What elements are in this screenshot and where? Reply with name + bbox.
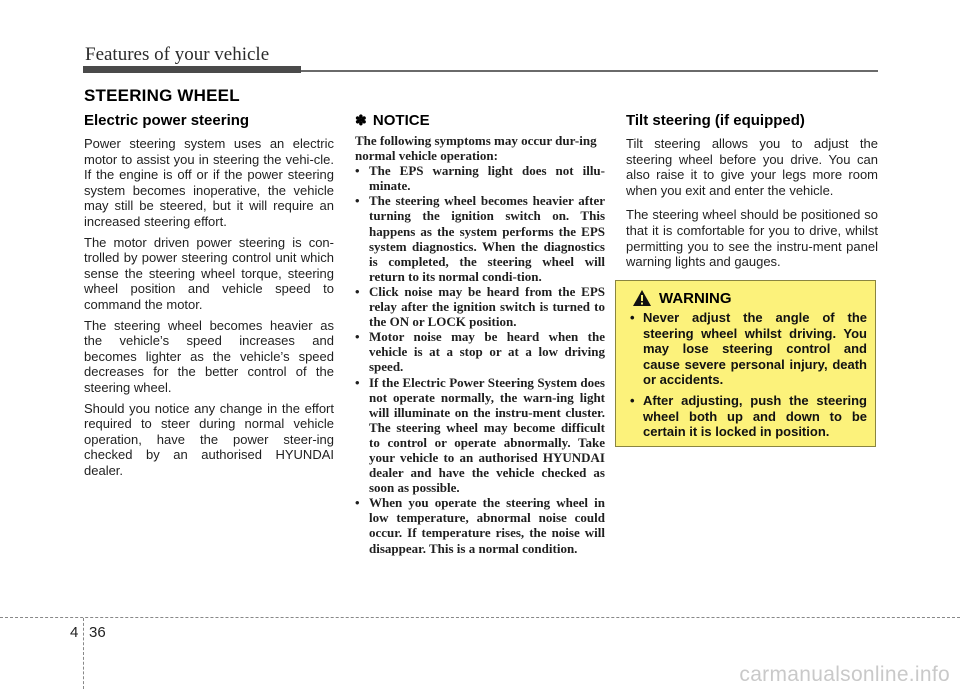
notice-list-item [355, 375, 605, 496]
notice-list-item [355, 193, 605, 284]
notice-star-icon: ✽ [355, 112, 367, 128]
eps-paragraph: The steering wheel becomes heavier as the vehicle’s speed increases and becomes lighter as the vehicle’s speed decreases for the better control of the steering wheel. [84, 317, 334, 395]
warning-box [615, 280, 876, 447]
tilt-paragraph: Tilt steering allows you to adjust the steering wheel before you drive. You can also raise it to give your legs more room when you exit and enter the vehicle. [626, 136, 878, 198]
bullet-icon: • [355, 283, 360, 299]
watermark: carmanualsonline.info [739, 663, 950, 686]
electric-power-steering-heading: Electric power steering [84, 112, 250, 129]
page-number: 36 [89, 624, 106, 641]
warning-list-item [626, 393, 867, 440]
header-rule-thin [301, 70, 878, 72]
bullet-icon: • [355, 374, 360, 390]
warning-item-text: Never adjust the angle of the steering wheel whilst driving. You may lose steering control and cause severe personal injury, death or accidents. [643, 310, 867, 388]
notice-item-text: Motor noise may be heard when the vehicle is at a stop or at a low driving speed. [369, 329, 605, 375]
warning-list [626, 310, 867, 440]
electric-power-steering-section [84, 112, 334, 483]
notice-item-text: When you operate the steering wheel in low temperature, abnormal noise could occur. If temperature rises, the noise will disappear. This is a normal condition. [369, 495, 605, 556]
bullet-icon: • [355, 495, 360, 511]
warning-title: WARNING [659, 289, 732, 307]
notice-item-text: The steering wheel becomes heavier after turning the ignition switch on. This happens as the system performs the EPS system diagnostics. When the diagnostics is completed, the steering wheel will return to its normal condi-tion. [369, 193, 605, 284]
bullet-icon: • [355, 329, 360, 345]
notice-list [355, 163, 605, 555]
notice-list-item [355, 495, 605, 555]
notice-heading-label: NOTICE [372, 112, 430, 129]
notice-section [355, 112, 605, 556]
notice-item-text: If the Electric Power Steering System does not operate normally, the warn-ing light will illuminate on the instru-ment cluster. The steering wheel may become difficult to control or operate abnormally. Take your vehicle to an authorised HYUNDAI dealer and have the vehicle checked as soon as possible. [369, 374, 605, 496]
bullet-icon: • [355, 163, 360, 179]
eps-paragraph: The motor driven power steering is con-trolled by power steering control unit which sense the steering wheel torque, steering wheel position and vehicle speed to command the motor. [84, 234, 334, 312]
section-title: STEERING WHEEL [84, 86, 240, 105]
notice-list-item [355, 329, 605, 374]
footer-divider [0, 617, 960, 618]
bullet-icon: • [630, 310, 635, 325]
page-header-title: Features of your vehicle [85, 44, 270, 65]
footer-vertical-divider [83, 618, 84, 689]
warning-triangle-icon [632, 289, 652, 307]
warning-list-item [626, 310, 867, 388]
tilt-steering-section [626, 112, 878, 275]
bullet-icon: • [355, 193, 360, 209]
notice-intro: The following symptoms may occur dur-ing normal vehicle operation: [355, 133, 597, 164]
tilt-steering-heading: Tilt steering (if equipped) [626, 112, 805, 129]
eps-paragraph: Should you notice any change in the effort required to steer during normal vehicle operation, have the power steer-ing checked by an authorised HYUNDAI dealer. [84, 400, 334, 478]
chapter-number: 4 [70, 624, 79, 641]
notice-heading [355, 112, 605, 129]
notice-item-text: Click noise may be heard from the EPS relay after the ignition switch is turned to the ON or LOCK position. [369, 283, 605, 330]
eps-paragraph: Power steering system uses an electric motor to assist you in steering the vehi-cle. If the engine is off or if the power steering system becomes inoperative, the vehicle may still be steered, but it will require an increased steering effort. [84, 136, 334, 229]
notice-list-item [355, 284, 605, 329]
notice-item-text: The EPS warning light does not illu-minate. [369, 163, 605, 194]
tilt-paragraph: The steering wheel should be positioned so that it is comfortable for you to drive, whilst permitting you to see the instru-ment panel warning lights and gauges. [626, 207, 878, 270]
header-rule-thick [83, 66, 301, 73]
warning-item-text: After adjusting, push the steering wheel both up and down to be certain it is locked in position. [643, 392, 867, 440]
notice-list-item [355, 163, 605, 193]
bullet-icon: • [630, 392, 635, 408]
warning-header [632, 289, 867, 307]
